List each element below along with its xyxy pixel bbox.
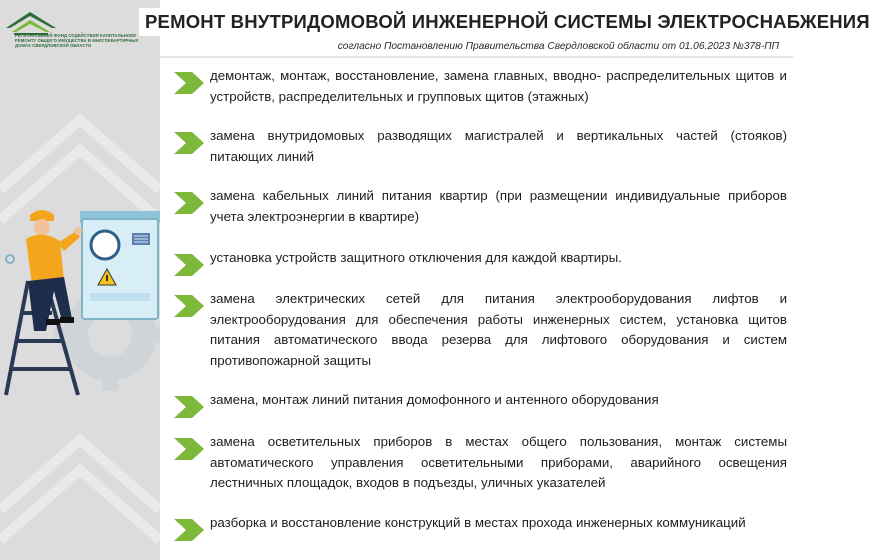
chevron-right-icon <box>174 72 204 94</box>
chevron-right-icon <box>174 396 204 418</box>
list-item-text: замена, монтаж линий питания домофонного и антенного оборудования <box>210 392 659 407</box>
page-title: РЕМОНТ ВНУТРИДОМОВОЙ ИНЖЕНЕРНОЙ СИСТЕМЫ ЭЛЕКТРОСНАБЖЕНИЯ <box>145 11 870 32</box>
list-item-text: замена осветительных приборов в местах общего пользования, монтаж системы автоматического управления осветительными приборами, аварийного освещения лестничных площадок, входов в подъезды, уличных указателей <box>210 434 787 490</box>
list-item-text: установка устройств защитного отключения для каждой квартиры. <box>210 250 622 265</box>
list-item-text: разборка и восстановление конструкций в местах прохода инженерных коммуникаций <box>210 515 746 530</box>
list-item-text: демонтаж, монтаж, восстановление, замена главных, вводно- распределительных щитов и устройств, распределительных и групповых щитов (этажных) <box>210 68 787 104</box>
list-item-text: замена внутридомовых разводящих магистралей и вертикальных частей (стояков) питающих линий <box>210 128 787 164</box>
repair-items-list <box>160 58 793 560</box>
chevron-right-icon <box>174 519 204 541</box>
page-subtitle: согласно Постановлению Правительства Свердловской области от 01.06.2023 №378-ПП <box>337 41 779 52</box>
list-item-text: замена кабельных линий питания квартир (при размещении индивидуальные приборов учета электроэнергии в квартире) <box>210 188 787 224</box>
dot-decoration-icon <box>6 255 14 263</box>
electrical-panel-icon <box>80 211 160 319</box>
electrician-illustration <box>0 195 170 415</box>
chevron-right-icon <box>174 132 204 154</box>
chevron-right-icon <box>174 295 204 317</box>
organization-name: РЕГИОНАЛЬНЫЙ ФОНД СОДЕЙСТВИЯ КАПИТАЛЬНОМУ РЕМОНТУ ОБЩЕГО ИМУЩЕСТВА В МНОГОКВАРТИРНЫХ ДОМАХ СВЕРДЛОВСКОЙ ОБЛАСТИ <box>15 33 139 48</box>
list-item-text: замена электрических сетей для питания электрооборудования лифтов и электрооборудования для обеспечения работы инженерных систем, установка щитов питания автоматического ввода резерва для лифтового оборудования и систем противопожарной защиты <box>210 291 787 368</box>
chevron-right-icon <box>174 438 204 460</box>
chevron-right-icon <box>174 192 204 214</box>
chevron-right-icon <box>174 254 204 276</box>
